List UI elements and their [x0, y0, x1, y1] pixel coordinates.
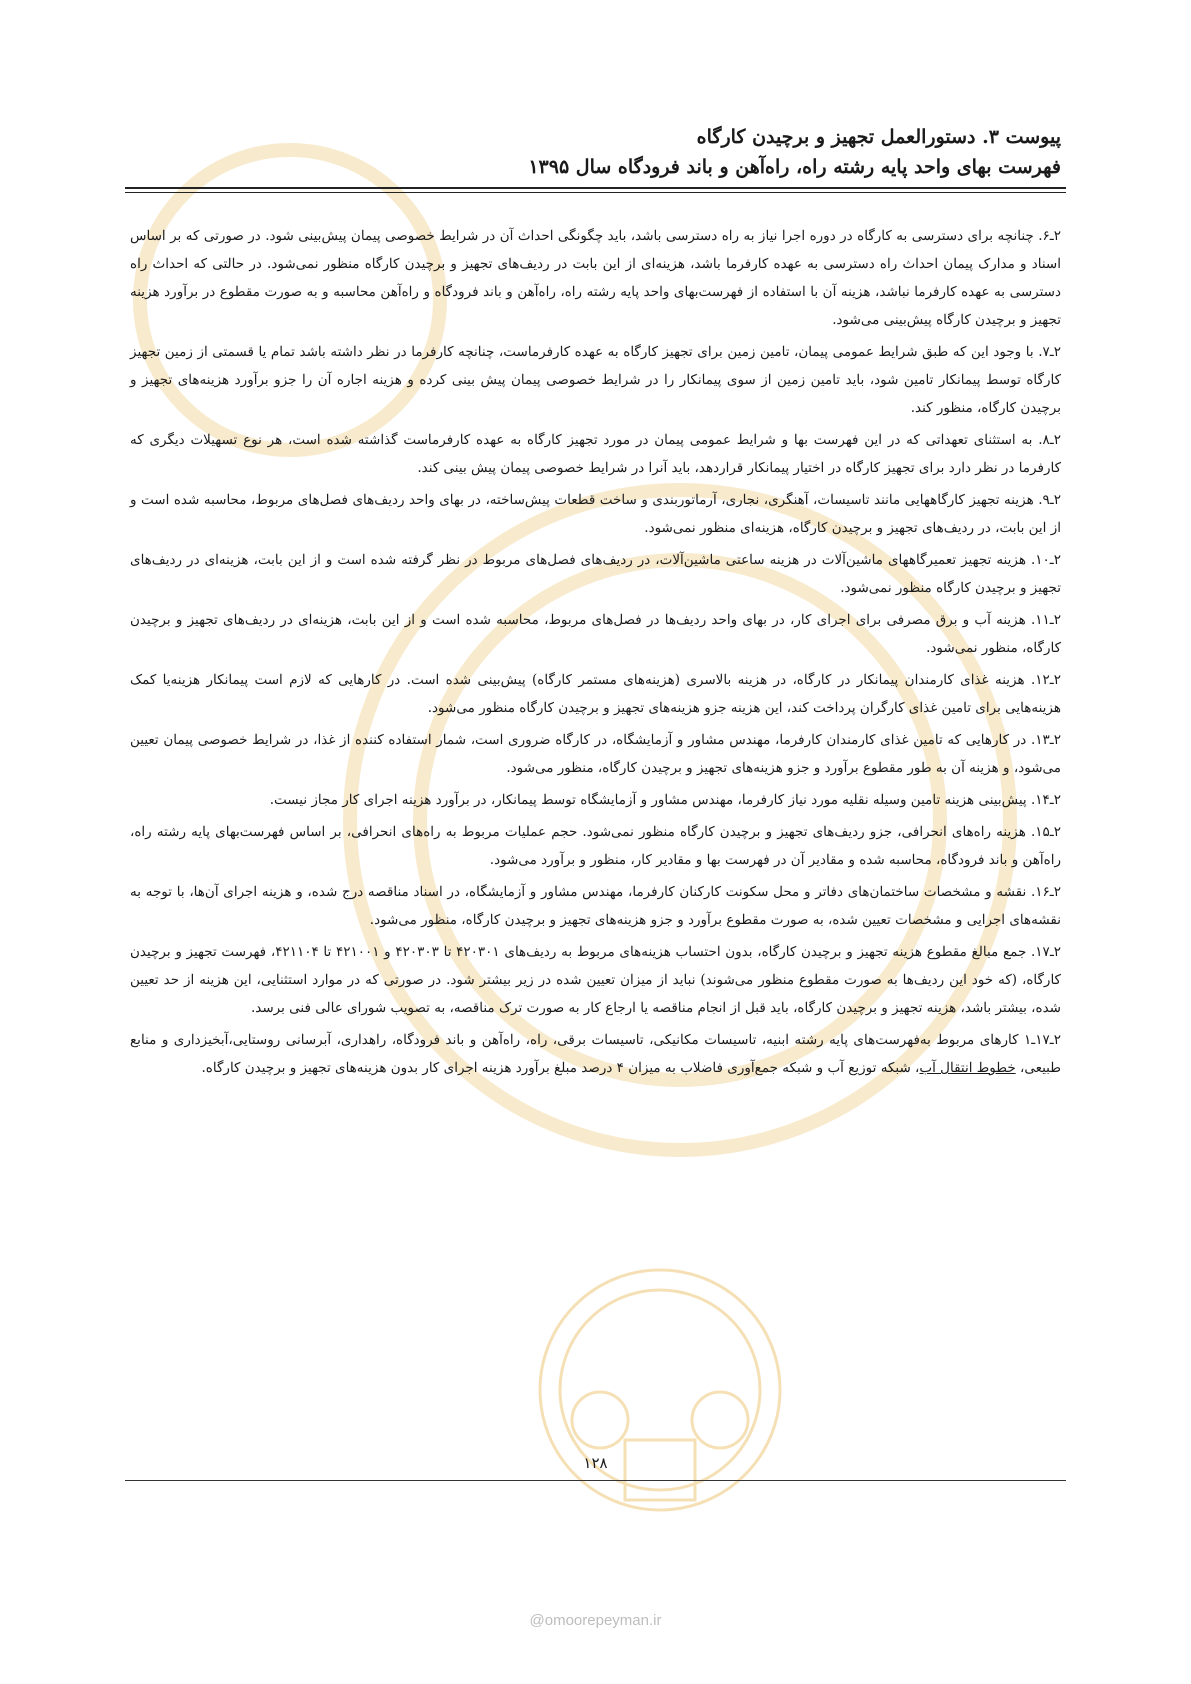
header-title-line1: پیوست ۳. دستورالعمل تجهیز و برچیدن کارگاه [696, 126, 1061, 148]
paragraph-2-7: ۲ـ۷. با وجود این که طبق شرایط عمومی پیمان، تامین زمین برای تجهیز کارگاه به عهده کارفرماست، چنانچه کارفرما در نظر داشته باشد تمام یا قسمتی از زمین تجهیز کارگاه توسط پیمانکار تامین شود، باید تامین زمین از سوی پیمانکار را در شرایط خصوصی پیمان پیش بینی کرده و هزینه اجاره آن را جزو برآورد هزینه‌های تجهیز و برچیدن کارگاه، منظور کند. [130, 344, 1061, 416]
paragraph-2-17-1-part1: ۲ـ۱۷ـ۱ کارهای مربوط به‌فهرست‌های پایه رشته ابنیه، تاسیسات مکانیکی، تاسیسات برقی، راه، راه‌آهن و باند فرودگاه، راهداری، آبرسانی روستایی،آبخیزداری و منابع طبیعی، [130, 1032, 1061, 1076]
paragraph-2-17: ۲ـ۱۷. جمع مبالغ مقطوع هزینه تجهیز و برچیدن کارگاه، بدون احتساب هزینه‌های مربوط به ردیف‌های ۴۲۰۳۰۱ تا ۴۲۰۳۰۳ و ۴۲۱۰۰۱ تا ۴۲۱۱۰۴، فهرست تجهیز و برچیدن کارگاه، (که خود این ردیف‌ها به صورت مقطوع منظور می‌شوند) نباید از میزان تعیین شده در زیر بیشتر شود. در صورتی که در موارد استثنایی، این هزینه از حد تعیین شده، بیشتر باشد، هزینه تجهیز و برچیدن کارگاه، باید قبل از انجام مناقصه یا ارجاع کار به صورت ترک مناقصه، به تصویب شورای عالی فنی برسد. [130, 944, 1062, 1016]
underlined-text: خطوط انتقال آب [919, 1060, 1016, 1076]
page-header [130, 122, 1061, 182]
paragraph-2-9: ۲ـ۹. هزینه تجهیز کارگاههایی مانند تاسیسات، آهنگری، نجاری، آرماتوربندی و ساخت قطعات پیش‌ساخته، در بهای واحد ردیف‌های فصل‌های مربوط، محاسبه شده است و از این بابت، در ردیف‌های تجهیز و برچیدن کارگاه، هزینه‌ای منظور نمی‌شود. [130, 492, 1061, 536]
paragraph-2-13: ۲ـ۱۳. در کارهایی که تامین غذای کارمندان کارفرما، مهندس مشاور و آزمایشگاه، در کارگاه ضروری است، شمار استفاده کننده از غذا، در شرایط خصوصی پیمان تعیین می‌شود، و هزینه آن به طور مقطوع برآورد و جزو هزینه‌های تجهیز و برچیدن کارگاه، منظور می‌شود. [130, 732, 1061, 776]
footer-divider [125, 1480, 1066, 1481]
paragraph-2-8: ۲ـ۸. به استثنای تعهداتی که در این فهرست بها و شرایط عمومی پیمان در مورد تجهیز کارگاه به عهده کارفرماست گذاشته شده است، هر نوع تسهیلات دیگری که کارفرما در نظر دارد برای تجهیز کارگاه در اختیار پیمانکار قراردهد، باید آنرا در شرایط خصوصی پیمان پیش بینی کند. [130, 432, 1061, 476]
website-watermark: @omoorepeyman.ir [529, 1612, 662, 1629]
header-title-line2: فهرست بهای واحد پایه رشته راه، راه‌آهن و باند فرودگاه سال ۱۳۹۵ [528, 156, 1061, 178]
paragraph-2-12: ۲ـ۱۲. هزینه غذای کارمندان پیمانکار در کارگاه، در هزینه بالاسری (هزینه‌های مستمر کارگاه) پیش‌بینی شده است. در کارهایی که لازم است پیمانکار هزینه‌یا کمک هزینه‌هایی برای تامین غذای کارگران پرداخت کند، این هزینه جزو هزینه‌های تجهیز و برچیدن کارگاه منظور می‌شود. [130, 672, 1061, 716]
paragraph-2-10: ۲ـ۱۰. هزینه تجهیز تعمیرگاههای ماشین‌آلات در هزینه ساعتی ماشین‌آلات، در ردیف‌های فصل‌های مربوط در نظر گرفته شده است و از این بابت، هزینه‌ای در ردیف‌های تجهیز و برچیدن کارگاه منظور نمی‌شود. [130, 552, 1061, 596]
paragraph-2-16: ۲ـ۱۶. نقشه و مشخصات ساختمان‌های دفاتر و محل سکونت کارکنان کارفرما، مهندس مشاور و آزمایشگاه، در اسناد مناقصه درج شده، و هزینه اجرای آن‌ها، با توجه به نقشه‌های اجرایی و مشخصات تعیین شده، به صورت مقطوع برآورد و جزو هزینه‌های تجهیز و برچیدن کارگاه، منظور می‌شود. [130, 884, 1061, 928]
paragraph-2-11: ۲ـ۱۱. هزینه آب و برق مصرفی برای اجرای کار، در بهای واحد ردیف‌ها در فصل‌های مربوط، محاسبه شده است و از این بابت، هزینه‌ای در ردیف‌های تجهیز و برچیدن کارگاه، منظور نمی‌شود. [130, 612, 1061, 656]
paragraph-2-15: ۲ـ۱۵. هزینه راه‌های انحرافی، جزو ردیف‌های تجهیز و برچیدن کارگاه منظور نمی‌شود. حجم عملیات مربوط به راه‌های انحرافی، بر اساس فهرست‌بهای پایه رشته راه، راه‌آهن و باند فرودگاه، محاسبه شده و مقادیر آن در فهرست بها و مقادیر کار، منظور و برآورد می‌شود. [130, 824, 1061, 868]
paragraph-2-17-1 [130, 1026, 1061, 1082]
paragraph-2-17-1-part2: ، شبکه توزیع آب و شبکه جمع‌آوری فاضلاب به میزان ۴ درصد مبلغ برآورد هزینه اجرای کار بدون هزینه‌های تجهیز و برچیدن کارگاه. [201, 1060, 920, 1076]
paragraph-2-14: ۲ـ۱۴. پیش‌بینی هزینه تامین وسیله نقلیه مورد نیاز کارفرما، مهندس مشاور و آزمایشگاه توسط پیمانکار، در برآورد هزینه اجرای کار مجاز نیست. [269, 792, 1061, 808]
header-divider-thin [125, 192, 1066, 193]
page-number: ۱۲۸ [583, 1454, 608, 1472]
paragraph-2-6: ۲ـ۶. چنانچه برای دسترسی به کارگاه در دوره اجرا نیاز به راه دسترسی باشد، باید چگونگی احداث آن در شرایط خصوصی پیمان پیش‌بینی شود. در صورتی که بر اساس اسناد و مدارک پیمان احداث راه دسترسی به عهده کارفرما باشد، هزینه‌ای از این بابت در ردیف‌های تجهیز و برچیدن کارگاه منظور نمی‌شود. در حالتی که احداث راه دسترسی به عهده کارفرما نباشد، هزینه آن با استفاده از فهرست‌بهای واحد پایه رشته راه، راه‌آهن و باند فرودگاه و راه‌آهن محاسبه و به صورت مقطوع در برآورد هزینه تجهیز و برچیدن کارگاه پیش‌بینی می‌شود. [130, 228, 1061, 328]
document-body [130, 222, 1061, 1086]
header-divider [125, 187, 1066, 189]
